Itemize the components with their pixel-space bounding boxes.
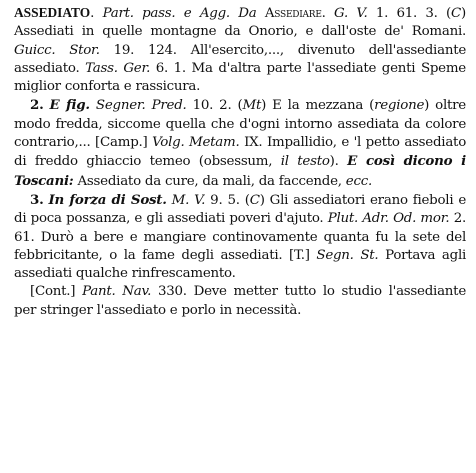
italic-text: regione — [374, 98, 425, 114]
entry-paragraph-4 — [14, 283, 466, 320]
entry-paragraph-1 — [14, 4, 466, 96]
italic-text: Plut. Adr. Od. mor. — [327, 211, 450, 227]
bold-italic-text: E fig. — [49, 97, 90, 114]
text-run: [Cont.] — [30, 284, 83, 300]
italic-text: Part. pass. e Agg. Da — [102, 6, 265, 21]
italic-text: C — [249, 192, 260, 208]
italic-text: M. V. — [171, 192, 206, 208]
text-run: 9. 5. ( — [205, 192, 250, 208]
italic-text: Segner. Pred. — [95, 98, 187, 114]
entry-paragraph-2 — [14, 96, 466, 190]
text-run: 1. 61. 3. ( — [367, 6, 452, 21]
text-run: ) E la mezzana ( — [261, 98, 375, 114]
text-run: 19. 124. All'esercito,..., divenuto dell'assediante assediato. — [14, 42, 467, 76]
text-run: ) oltre modo fredda, siccome quella che d'ogni intorno assediata da colore contrario,... [Camp.] — [14, 98, 466, 151]
italic-text: Volg. Metam. — [152, 135, 240, 151]
italic-text: ecc. — [345, 173, 372, 189]
italic-text: Tass. Ger. — [85, 60, 151, 76]
text-run: ). — [329, 154, 348, 170]
text-run: 6. 1. Ma d'altra parte l'assediate genti Speme miglior conforta e rassicura. — [14, 60, 466, 95]
bold-italic-text: In forza di Sost. — [48, 191, 167, 208]
italic-text: Mt — [242, 98, 262, 114]
text-run: 2. 61. Durò a bere e mangiare continovamente quanta fu la sete del febbricitante, o la fame degli assediati. [T.] — [14, 211, 466, 263]
text-run: . — [321, 6, 335, 21]
italic-text: Pant. Nav. — [82, 284, 152, 300]
text-run: 330. Deve metter tutto lo studio l'assediante per stringer l'assediato e porlo in necessità. — [14, 284, 466, 318]
bold-italic-text: E così dicono i Toscani: — [14, 153, 466, 189]
text-run: Portava agli assediati qualche rinfrescamento. — [14, 247, 467, 282]
sense-number: 2. — [30, 97, 44, 114]
text-run: IX. Impallidio, e 'l petto assediato di freddo ghiaccio temeo (obsessum, — [14, 135, 466, 170]
headword: ASSEDIATO — [14, 5, 91, 20]
entry-paragraph-3 — [14, 191, 466, 283]
italic-text: Guicc. Stor. — [14, 42, 100, 58]
italic-text: Segn. St. — [316, 247, 379, 263]
text-run: ) Assediati in quelle montagne da Onorio, e dall'oste de' Romani. — [14, 6, 467, 40]
text-run: 10. 2. ( — [186, 98, 243, 114]
italic-text: G. V. — [334, 6, 368, 21]
italic-text: il testo — [280, 154, 330, 170]
italic-text: C — [451, 6, 462, 21]
text-run: ) Gli assediatori erano fieboli e di poca possanza, e gli assediati poveri d'ajuto. — [14, 192, 467, 227]
text-run: . — [90, 6, 103, 21]
text-run: Assediato da cure, da mali, da faccende, — [73, 173, 346, 189]
small-caps-text: Assediare — [264, 6, 322, 21]
sense-number: 3. — [30, 191, 44, 208]
